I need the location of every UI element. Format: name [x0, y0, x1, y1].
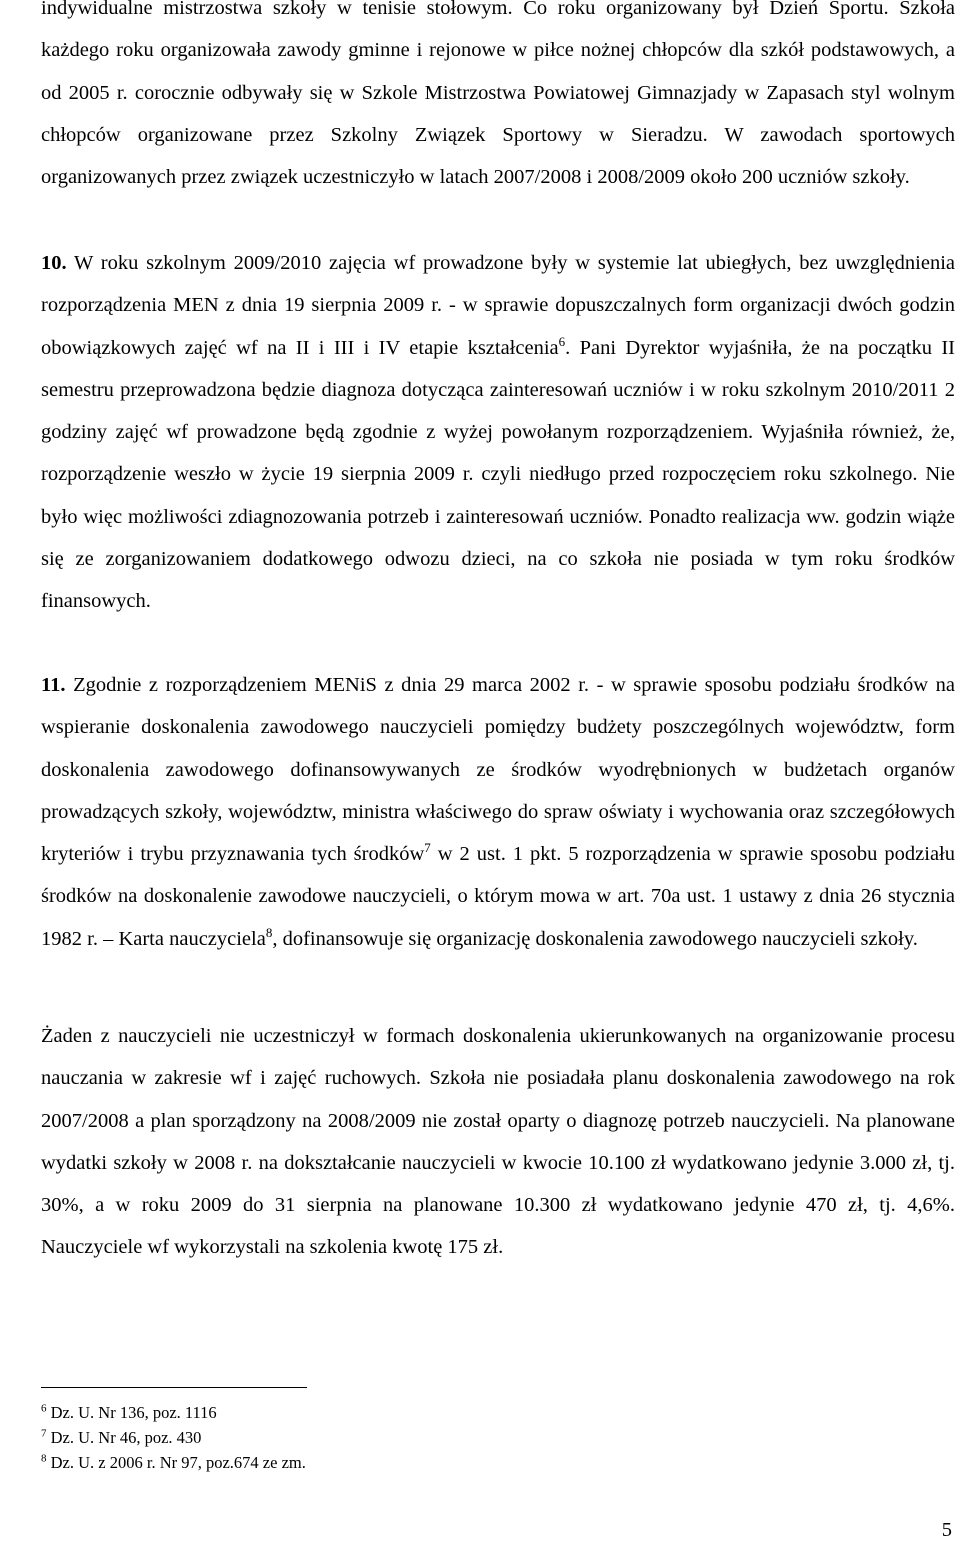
final-paragraph-block: [41, 1015, 955, 1269]
footnote-7-number: 7: [41, 1427, 47, 1440]
item-11-text-a: Zgodnie z rozporządzeniem MENiS z dnia 29 marca 2002 r. - w sprawie sposobu podziału środków na wspieranie doskonalenia zawodowego nauczycieli pomiędzy budżety poszczególnych województw, form doskonalenia zawodowego dofinansowywanych ze środków wyodrębnionych w budżetach organów prowadzących szkoły, województw, ministra właściwego do spraw oświaty i wychowania oraz szczegółowych kryteriów i trybu przyznawania tych środków: [41, 674, 956, 866]
footnote-8-text: Dz. U. z 2006 r. Nr 97, poz.674 ze zm.: [50, 1453, 306, 1472]
footnote-7: [41, 1425, 306, 1450]
footnote-8-number: 8: [41, 1452, 47, 1465]
footnote-8: [41, 1450, 306, 1475]
item-10-paragraph: [41, 242, 955, 623]
footnote-separator: [41, 1387, 307, 1388]
footnote-ref-8: 8: [265, 924, 273, 940]
intro-paragraph: indywidualne mistrzostwa szkoły w tenisie stołowym. Co roku organizowany był Dzień Sportu. Szkoła każdego roku organizowała zawody gminne i rejonowe w piłce nożnej chłopców dla szkół podstawowych, a od 2005 r. corocznie odbywały się w Szkole Mistrzostwa Powiatowej Gimnazjady w Zapasach styl wolnym chłopców organizowane przez Szkolny Związek Sportowy w Sieradzu. W zawodach sportowych organizowanych przez związek uczestniczyło w latach 2007/2008 i 2008/2009 około 200 uczniów szkoły.: [41, 0, 955, 189]
page-number: 5: [941, 1519, 952, 1541]
footnote-ref-7: 7: [424, 840, 431, 856]
item-10: [41, 242, 955, 623]
item-11: [41, 664, 955, 960]
footnotes: [41, 1400, 306, 1475]
footnote-6-number: 6: [41, 1402, 47, 1415]
item-11-text-c: , dofinansowuje się organizację doskonalenia zawodowego nauczycieli szkoły.: [272, 927, 918, 950]
item-10-text-a: W roku szkolnym 2009/2010 zajęcia wf prowadzone były w systemie lat ubiegłych, bez uwzględnienia rozporządzenia MEN z dnia 19 sierpnia 2009 r. - w sprawie dopuszczalnych form organizacji dwóch godzin obowiązkowych zajęć wf na II i III i IV etapie kształcenia: [41, 252, 955, 359]
item-10-text-b: . Pani Dyrektor wyjaśniła, że na początku II semestru przeprowadzona będzie diagnoza dotycząca zainteresowań uczniów i w roku szkolnym 2010/2011 2 godziny zajęć wf prowadzone będą zgodnie z wyżej powołanym rozporządzeniem. Wyjaśniła również, że, rozporządzenie weszło w życie 19 sierpnia 2009 r. czyli niedługo przed rozpoczęciem roku szkolnego. Nie było więc możliwości zdiagnozowania potrzeb i zainteresowań uczniów. Ponadto realizacja ww. godzin wiąże się ze zorganizowaniem dodatkowego odwozu dzieci, na co szkoła nie posiada w tym roku środków finansowych.: [41, 336, 955, 613]
footnote-6: [41, 1400, 306, 1425]
intro-paragraph-block: [41, 0, 955, 198]
item-11-text-b: w 2 ust. 1 pkt. 5 rozporządzenia w sprawie sposobu podziału środków na doskonalenie zawodowe nauczycieli, o którym mowa w art. 70a ust. 1 ustawy z dnia 26 stycznia 1982 r. – Karta nauczyciela: [41, 843, 956, 950]
item-11-paragraph: [41, 664, 955, 960]
item-10-number: 10.: [41, 252, 67, 274]
footnote-7-text: Dz. U. Nr 46, poz. 430: [50, 1428, 202, 1447]
item-11-number: 11.: [41, 674, 66, 696]
final-paragraph: Żaden z nauczycieli nie uczestniczył w formach doskonalenia ukierunkowanych na organizowanie procesu nauczania w zakresie wf i zajęć ruchowych. Szkoła nie posiadała planu doskonalenia zawodowego na rok 2007/2008 a plan sporządzony na 2008/2009 nie został oparty o diagnozę potrzeb nauczycieli. Na planowane wydatki szkoły w 2008 r. na dokształcanie nauczycieli w kwocie 10.100 zł wydatkowano jedynie 3.000 zł, tj. 30%, a w roku 2009 do 31 sierpnia na planowane 10.300 zł wydatkowano jedynie 470 zł, tj. 4,6%. Nauczyciele wf wykorzystali na szkolenia kwotę 175 zł.: [41, 1025, 955, 1259]
footnote-ref-6: 6: [558, 333, 566, 349]
footnote-6-text: Dz. U. Nr 136, poz. 1116: [50, 1403, 217, 1422]
